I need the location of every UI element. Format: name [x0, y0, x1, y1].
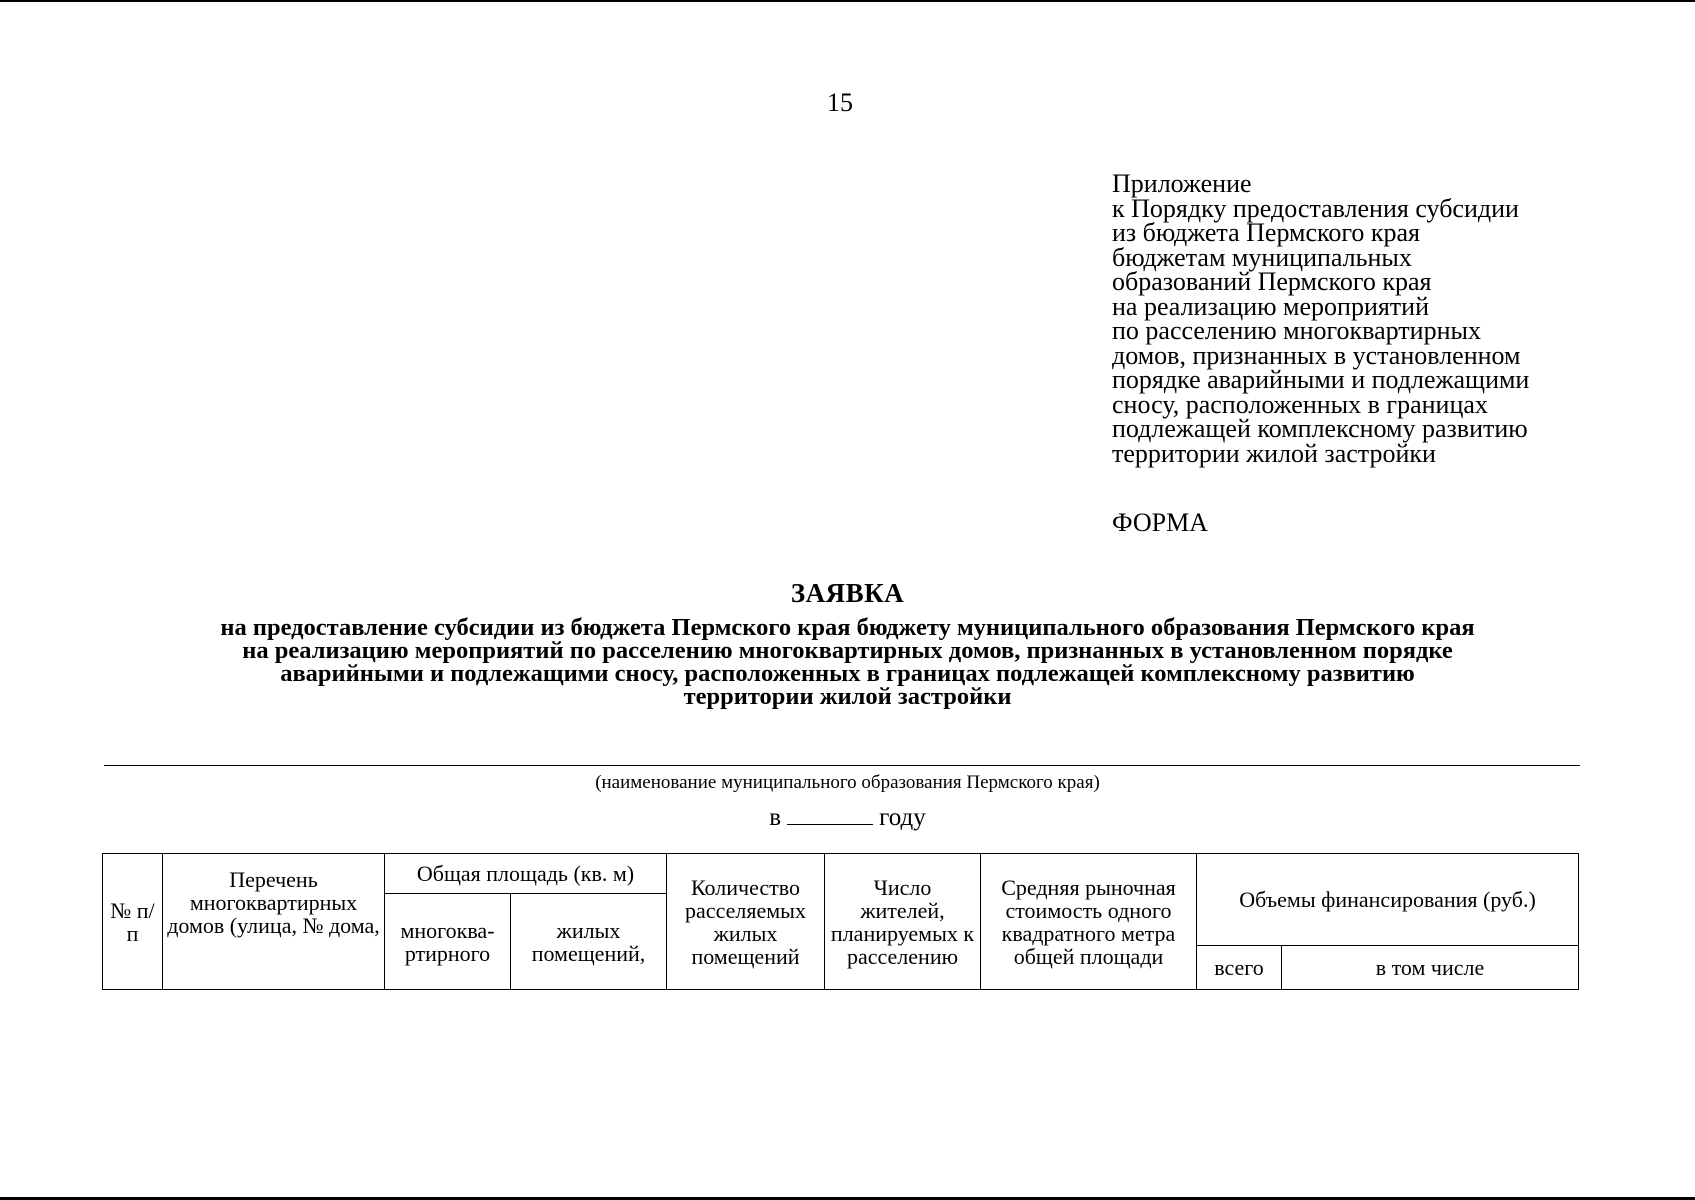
- subtitle-line: территории жилой застройки: [683, 683, 1012, 710]
- header-house-list: Перечень многоквартирных домов (улица, № дома,: [163, 854, 385, 990]
- appendix-line: по расселению многоквартирных: [1112, 316, 1481, 345]
- scan-edge-top: [0, 0, 1695, 2]
- subtitle-line: аварийными и подлежащими сносу, расположенных в границах подлежащей комплексному развитию: [280, 660, 1415, 687]
- appendix-line: образований Пермского края: [1112, 267, 1432, 296]
- appendix-line: бюджетам муниципальных: [1112, 242, 1412, 272]
- page-number: 15: [827, 88, 853, 117]
- appendix-block: [1112, 169, 1672, 468]
- header-number: № п/п: [103, 854, 163, 990]
- header-total-area: Общая площадь (кв. м): [385, 854, 667, 894]
- year-fill-blank[interactable]: [787, 802, 873, 825]
- municipality-fill-line[interactable]: [104, 765, 1580, 766]
- form-label: ФОРМА: [1112, 508, 1208, 537]
- appendix-line: из бюджета Пермского края: [1112, 218, 1421, 247]
- header-quantity: Количество расселяемых жилых помещений: [667, 854, 825, 990]
- header-financing-including: в том числе: [1282, 946, 1579, 990]
- appendix-line: территории жилой застройки: [1112, 438, 1436, 468]
- appendix-line: подлежащей комплексному развитию: [1112, 414, 1528, 443]
- header-residents: Число жителей, планируемых к расселению: [825, 854, 981, 990]
- application-table: [102, 853, 1579, 990]
- header-financing-total: всего: [1197, 946, 1282, 990]
- municipality-caption: (наименование муниципального образования Пермского края): [595, 772, 1100, 793]
- header-area-building: многоква- ртирного: [385, 894, 511, 990]
- appendix-line: Приложение: [1112, 169, 1252, 198]
- document-title: ЗАЯВКА: [790, 578, 905, 608]
- appendix-line: порядке аварийными и подлежащими: [1112, 365, 1530, 394]
- header-average-price: Средняя рыночная стоимость одного квадратного метра общей площади: [981, 854, 1197, 990]
- document-subtitle: [100, 616, 1595, 708]
- header-financing: Объемы финансирования (руб.): [1197, 854, 1579, 946]
- header-area-living: жилых помещений,: [511, 894, 667, 990]
- year-prefix: в: [769, 804, 782, 831]
- year-line: [0, 802, 1695, 832]
- appendix-line: на реализацию мероприятий: [1112, 291, 1430, 321]
- appendix-line: домов, признанных в установленном: [1112, 340, 1521, 370]
- appendix-line: сносу, расположенных в границах: [1112, 389, 1488, 419]
- year-suffix: году: [879, 804, 926, 831]
- subtitle-line: на реализацию мероприятий по расселению многоквартирных домов, признанных в установленном порядке: [242, 637, 1453, 664]
- subtitle-line: на предоставление субсидии из бюджета Пермского края бюджету муниципального образования Пермского края: [220, 614, 1475, 641]
- appendix-line: к Порядку предоставления субсидии: [1112, 193, 1519, 223]
